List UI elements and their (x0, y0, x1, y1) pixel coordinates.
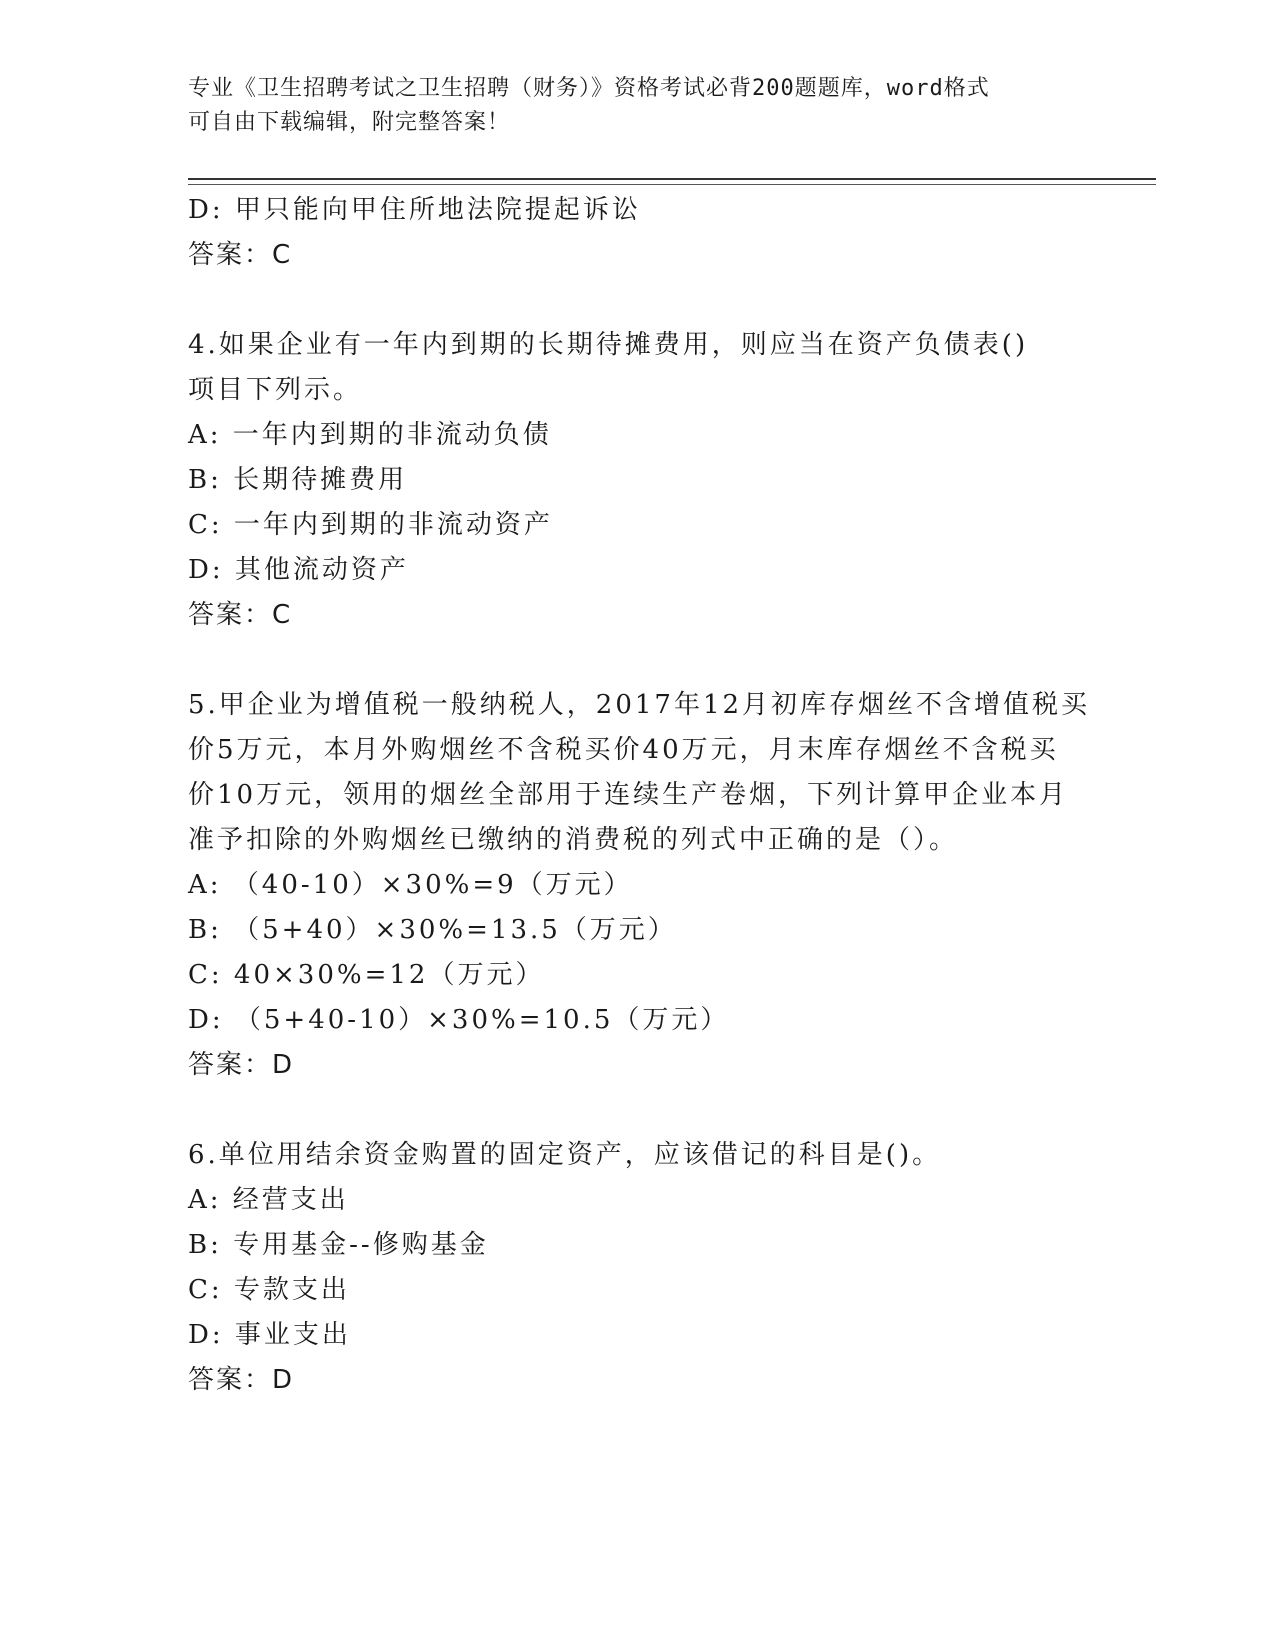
option-a: A: 一年内到期的非流动负债 (188, 420, 552, 450)
answer: 答案：D (188, 1050, 295, 1080)
question-text-line: 准予扣除的外购烟丝已缴纳的消费税的列式中正确的是（）。 (188, 825, 959, 855)
question-content (188, 188, 1091, 1403)
question-5 (188, 683, 1091, 1088)
question-text-line: 6.单位用结余资金购置的固定资产，应该借记的科目是()。 (188, 1140, 942, 1170)
option-b: B: （5+40）×30%=13.5（万元） (188, 915, 677, 945)
option-b: B: 专用基金--修购基金 (188, 1230, 489, 1260)
question-carryover (188, 188, 1088, 278)
option-c: C: 一年内到期的非流动资产 (188, 510, 553, 540)
question-text-line: 4.如果企业有一年内到期的长期待摊费用，则应当在资产负债表() (188, 330, 1029, 360)
option-d: D: 甲只能向甲住所地法院提起诉讼 (188, 195, 641, 225)
answer: 答案：C (188, 600, 293, 630)
document-header (188, 72, 1068, 140)
spacer (188, 278, 1088, 323)
option-b: B: 长期待摊费用 (188, 465, 408, 495)
header-divider-thick (188, 178, 1156, 180)
question-text-line: 项目下列示。 (188, 375, 363, 405)
header-line-2: 可自由下载编辑，附完整答案！ (188, 110, 511, 135)
question-text-line: 5.甲企业为增值税一般纳税人，2017年12月初库存烟丝不含增值税买 (188, 690, 1091, 720)
question-text-line: 价10万元，领用的烟丝全部用于连续生产卷烟，下列计算甲企业本月 (188, 780, 1069, 810)
question-text-line: 价5万元，本月外购烟丝不含税买价40万元，月末库存烟丝不含税买 (188, 735, 1059, 765)
option-d: D: （5+40-10）×30%=10.5（万元） (188, 1005, 730, 1035)
question-6 (188, 1133, 1088, 1403)
answer: 答案：C (188, 240, 293, 270)
answer: 答案：D (188, 1365, 295, 1395)
header-divider-thin (188, 184, 1156, 185)
header-line-1: 专业《卫生招聘考试之卫生招聘（财务）》资格考试必背200题题库，word格式 (188, 76, 990, 101)
option-a: A: 经营支出 (188, 1185, 349, 1215)
spacer (188, 638, 1088, 683)
option-c: C: 40×30%=12（万元） (188, 960, 545, 990)
option-c: C: 专款支出 (188, 1275, 350, 1305)
option-a: A: （40-10）×30%=9（万元） (188, 870, 633, 900)
option-d: D: 其他流动资产 (188, 555, 409, 585)
option-d: D: 事业支出 (188, 1320, 351, 1350)
question-4 (188, 323, 1088, 638)
spacer (188, 1088, 1088, 1133)
